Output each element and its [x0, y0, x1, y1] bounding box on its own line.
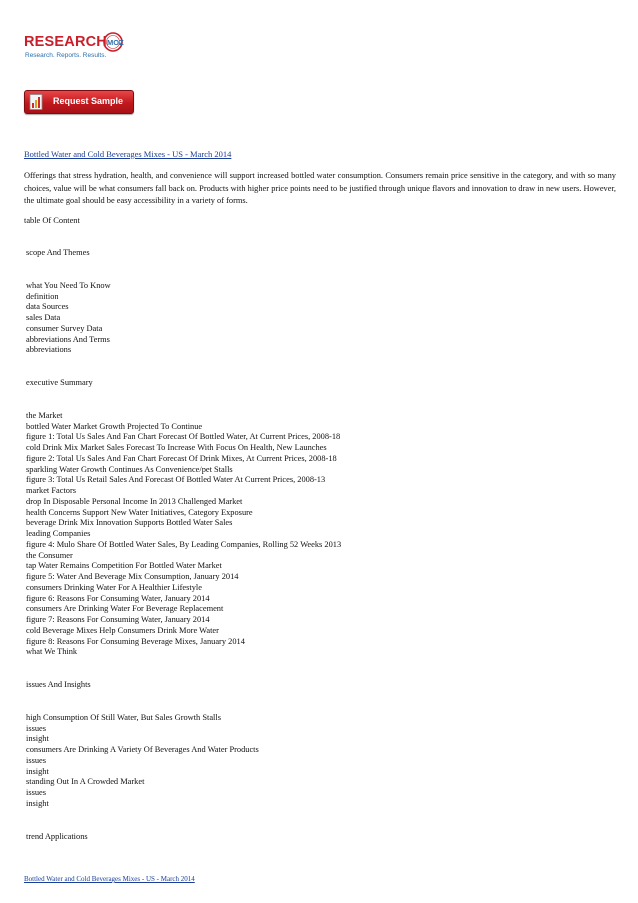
toc-item: abbreviations — [26, 345, 72, 355]
document-title-link[interactable]: Bottled Water and Cold Beverages Mixes - US - March 2014 — [24, 149, 232, 159]
toc-item: consumer Survey Data — [26, 323, 103, 333]
toc-spacer — [26, 658, 341, 680]
toc-item: what We Think — [26, 647, 78, 657]
toc-item: the Consumer — [26, 550, 73, 560]
toc-item: data Sources — [26, 302, 69, 312]
toc-item: what You Need To Know — [26, 280, 111, 290]
table-of-contents — [26, 248, 341, 842]
toc-item: drop In Disposable Personal Income In 2013 Challenged Market — [26, 496, 243, 506]
toc-item: issues — [26, 788, 47, 797]
request-sample-button[interactable] — [24, 90, 134, 114]
toc-spacer — [26, 356, 341, 378]
toc-item: definition — [26, 291, 59, 301]
toc-item: executive Summary — [26, 378, 93, 387]
logo-badge-text: MOZ — [107, 38, 124, 47]
toc-spacer — [26, 691, 341, 713]
toc-spacer — [26, 389, 341, 411]
logo-wordmark: RESEARCH — [24, 34, 107, 50]
toc-item: consumers Drinking Water For A Healthier Lifestyle — [26, 582, 202, 592]
toc-item: health Concerns Support New Water Initiatives, Category Exposure — [26, 507, 253, 517]
toc-item: standing Out In A Crowded Market — [26, 777, 145, 787]
intro-paragraph: Offerings that stress hydration, health, and convenience will support increased bottled water consumption. Consumers remain price sensitive in the category, and with so many choices, value will be what consumers fall back on. Products with higher price points need to be justified through unique flavors and innovation to draw in new users. However, the ultimate goal should be easy accessibility in a variety of forms. — [24, 171, 616, 206]
toc-item: figure 4: Mulo Share Of Bottled Water Sales, By Leading Companies, Rolling 52 Weeks 2013 — [26, 539, 342, 549]
toc-spacer — [26, 259, 341, 281]
toc-item: the Market — [26, 410, 63, 420]
toc-item: figure 6: Reasons For Consuming Water, January 2014 — [26, 593, 210, 603]
footer-title-link[interactable]: Bottled Water and Cold Beverages Mixes - US - March 2014 — [24, 875, 195, 883]
toc-item: market Factors — [26, 486, 77, 495]
toc-item: tap Water Remains Competition For Bottled Water Market — [26, 561, 222, 571]
researchmoz-logo[interactable] — [24, 32, 136, 66]
document-chart-icon — [29, 94, 44, 110]
toc-item: abbreviations And Terms — [26, 334, 110, 344]
toc-spacer — [26, 810, 341, 832]
toc-item: issues And Insights — [26, 680, 91, 689]
toc-item: figure 8: Reasons For Consuming Beverage Mixes, January 2014 — [26, 636, 245, 646]
toc-item: figure 5: Water And Beverage Mix Consumption, January 2014 — [26, 572, 239, 581]
toc-item: insight — [26, 734, 49, 744]
toc-item: figure 7: Reasons For Consuming Water, January 2014 — [26, 615, 210, 624]
toc-item: issues — [26, 723, 47, 733]
toc-item: figure 2: Total Us Sales And Fan Chart Forecast Of Drink Mixes, At Current Prices, 2008-18 — [26, 453, 337, 463]
toc-item: sparkling Water Growth Continues As Convenience/pet Stalls — [26, 464, 233, 474]
toc-item: consumers Are Drinking Water For Beverage Replacement — [26, 604, 224, 614]
toc-item: leading Companies — [26, 529, 91, 538]
toc-item: trend Applications — [26, 831, 88, 841]
toc-item: bottled Water Market Growth Projected To Continue — [26, 421, 203, 431]
toc-item: figure 1: Total Us Sales And Fan Chart Forecast Of Bottled Water, At Current Prices, 2008-18 — [26, 432, 341, 442]
logo-badge-icon — [103, 32, 135, 52]
toc-item: consumers Are Drinking A Variety Of Beverages And Water Products — [26, 745, 259, 754]
toc-item: insight — [26, 766, 49, 776]
toc-item: beverage Drink Mix Innovation Supports Bottled Water Sales — [26, 518, 233, 528]
toc-heading: table Of Content — [24, 216, 80, 225]
request-sample-label: Request Sample — [53, 96, 124, 106]
toc-item: scope And Themes — [26, 248, 90, 257]
toc-item: sales Data — [26, 313, 61, 322]
toc-item: cold Beverage Mixes Help Consumers Drink More Water — [26, 625, 219, 635]
toc-item: issues — [26, 755, 47, 765]
toc-item: insight — [26, 798, 49, 808]
toc-item: cold Drink Mix Market Sales Forecast To Increase With Focus On Health, New Launches — [26, 443, 327, 452]
toc-item: high Consumption Of Still Water, But Sales Growth Stalls — [26, 712, 221, 722]
toc-item: figure 3: Total Us Retail Sales And Forecast Of Bottled Water At Current Prices, 2008-13 — [26, 475, 326, 485]
logo-tagline: Research. Reports. Results. — [25, 52, 107, 59]
